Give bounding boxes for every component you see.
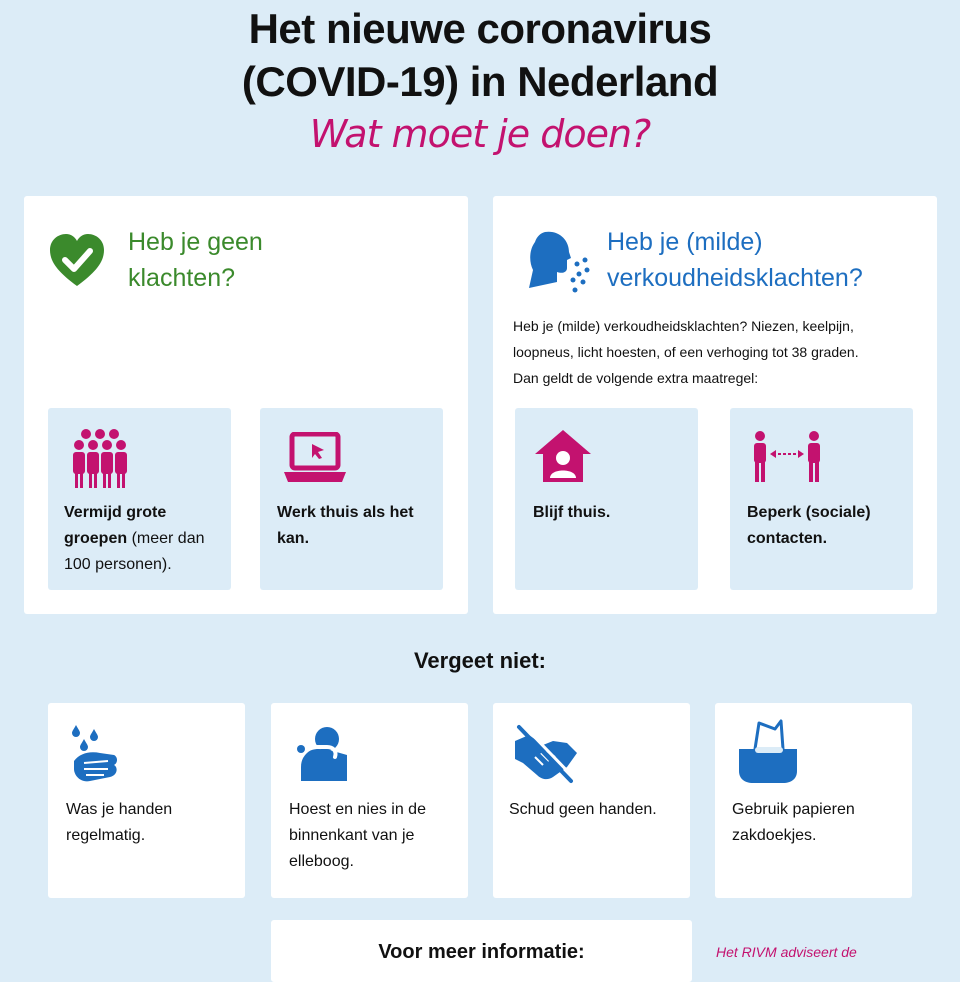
page-title-line1: Het nieuwe coronavirus: [248, 5, 712, 52]
rivm-note: Het RIVM adviseert de: [716, 944, 857, 960]
cold-intro-line1: Heb je (milde) verkoudheidsklachten? Niezen, keelpijn,: [513, 318, 854, 334]
page-title-line2: (COVID-19) in Nederland: [241, 58, 719, 105]
more-info-text: Voor meer informatie:: [378, 941, 585, 963]
work-home-text: Werk thuis als het kan.: [277, 504, 414, 547]
group-icon: [70, 428, 130, 490]
page-subtitle: Wat moet je doen?: [309, 112, 651, 156]
reminder-text-tissue: Gebruik papieren zakdoekjes.: [732, 801, 855, 844]
reminders-title: Vergeet niet:: [413, 648, 547, 673]
more-info-box: [271, 920, 692, 982]
reminder-card-handwash: [48, 703, 245, 898]
reminder-card-tissue: [715, 703, 912, 898]
cough-elbow-icon: [293, 725, 351, 783]
reminder-card-handshake: [493, 703, 690, 898]
handwash-icon: [70, 723, 120, 785]
distance-icon: [750, 430, 824, 484]
work-home-card: [260, 408, 443, 590]
no-symptoms-panel: [24, 196, 468, 614]
no-symptoms-heading-2: klachten?: [128, 264, 236, 292]
limit-contacts-card: [730, 408, 913, 590]
no-symptoms-heading-1: Heb je geen: [128, 228, 263, 256]
cold-symptoms-heading-2: verkoudheidsklachten?: [607, 264, 863, 292]
sneeze-icon: [527, 230, 593, 296]
laptop-icon: [282, 432, 348, 484]
cold-symptoms-heading-1: Heb je (milde): [607, 228, 763, 256]
stay-home-text: Blijf thuis.: [533, 504, 611, 521]
reminder-text-cough: Hoest en nies in de binnenkant van je elleboog.: [289, 801, 426, 870]
avoid-groups-card: [48, 408, 231, 590]
cold-intro-line3: Dan geldt de volgende extra maatregel:: [513, 370, 759, 386]
cold-intro-line2: loopneus, licht hoesten, of een verhoging tot 38 graden.: [513, 344, 859, 360]
no-handshake-icon: [513, 723, 579, 785]
limit-contacts-text: Beperk (sociale) contacten.: [747, 504, 871, 547]
reminder-text-handshake: Schud geen handen.: [509, 801, 657, 818]
reminder-card-cough: [271, 703, 468, 898]
cold-symptoms-panel: [493, 196, 937, 614]
stay-home-card: [515, 408, 698, 590]
heart-check-icon: [48, 232, 106, 288]
tissue-icon: [737, 719, 799, 785]
reminder-text-handwash: Was je handen regelmatig.: [66, 801, 173, 844]
avoid-groups-text: Vermijd grote groepen (meer dan 100 personen).: [64, 504, 205, 573]
house-icon: [533, 428, 593, 484]
